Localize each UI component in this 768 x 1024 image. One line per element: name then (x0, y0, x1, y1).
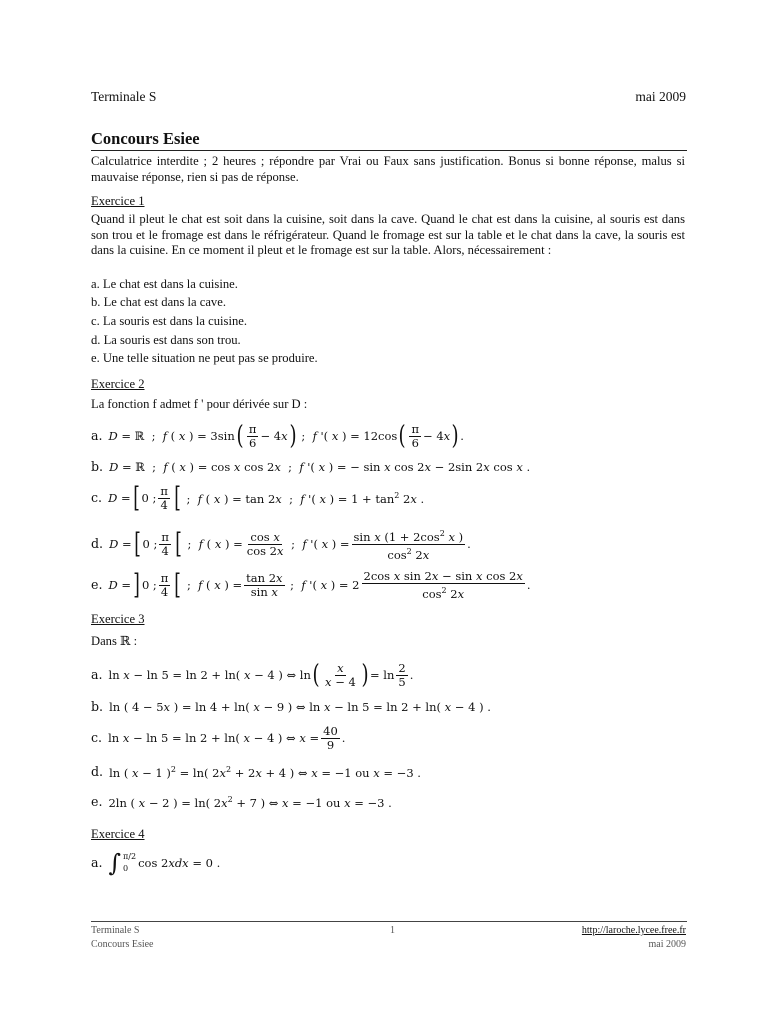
ex1-option-a: a. Le chat est dans la cuisine. (91, 277, 238, 291)
document-title: Concours Esiee (91, 129, 200, 148)
ex3-option-c: c. ln x − ln 5 = ln 2 + ln( x − 4 ) ⇔ x = $\frac{40}{9}$ . (91, 723, 346, 752)
ex3-option-e: e. 2ln ( x − 2 ) = ln( $2x^2 + 7$ ) ⇔ x = −1 ou x = −3 . (91, 794, 392, 810)
header-date: mai 2009 (635, 89, 686, 104)
exercise-3-heading: Exercice 3 (91, 612, 145, 626)
instructions: Calculatrice interdite ; 2 heures ; répondre par Vrai ou Faux sans justification. Bonus si bonne réponse, malus si mauvaise réponse, rien si pas de réponse. (91, 154, 685, 184)
exercise-4-heading: Exercice 4 (91, 827, 145, 841)
exercise-1-text: Quand il pleut le chat est soit dans la cuisine, soit dans la cave. Quand le chat est dans la cuisine, al souris est dans son trou et le fromage est dans le réfrigérateur. Quand le fromage est sur la table et le chat dans la cave, la souris est dans la cuisine. En ce moment il pleut et le fromage est sur la table. Alors, nécessairement : (91, 212, 685, 258)
page-number: 1 (390, 925, 395, 936)
exercise-2-heading: Exercice 2 (91, 377, 145, 391)
ex3-option-b: b. ln ( 4 − 5x ) = ln 4 + ln( x − 9 ) ⇔ ln x − ln 5 = ln 2 + ln( x − 4 ) . (91, 699, 491, 715)
ex3-option-a: a. ln x − ln 5 = ln 2 + ln( x − 4 ) ⇔ ln ( $\frac{x}{x - 4}$ ) = ln $\frac{2}{5}$ . (91, 660, 414, 690)
header-class: Terminale S (91, 89, 157, 104)
ex1-option-d: d. La souris est dans son trou. (91, 333, 241, 347)
ex2-option-d: d. D = [ 0 ; $\frac{\pi}{4}$ [ ; f ( x ) = $\frac{\text{cos x}}{\cos 2x}$ ; f '( x ) = $\frac{\sin x (1 + 2\cos^2 x )}{\cos^2 2x}$ . (91, 527, 471, 562)
footer-link[interactable]: http://laroche.lycee.free.fr (581, 925, 686, 936)
ex2-option-c: c. D = [ 0 ; $\frac{\pi}{4}$ [ ; f ( x ) = tan 2x ; f '( x ) = $1 + \tan^2 2x$ . (91, 481, 425, 514)
ex2-option-a: a. D = ℝ ; f ( x ) = 3sin ( $\frac{\pi}{6}$ − 4x ) ; f '( x ) = 12cos ( $\frac{\pi}{6}$ − 4x ) . (91, 421, 464, 451)
ex1-option-b: b. Le chat est dans la cave. (91, 295, 226, 309)
ex1-option-e: e. Une telle situation ne peut pas se produire. (91, 351, 318, 365)
exercise-3-intro: Dans ℝ : (91, 634, 138, 648)
ex4-option-a: a. ∫ π/2 0 cos 2xdx = 0 . (91, 849, 221, 877)
footer-date: mai 2009 (648, 939, 686, 950)
footer-rule (91, 921, 687, 922)
footer-class: Terminale S (91, 925, 140, 936)
exercise-2-intro: La fonction f admet f ' pour dérivée sur D : (91, 397, 308, 411)
ex2-option-b: b. D = ℝ ; f ( x ) = cos x cos 2x ; f '( x ) = − sin x cos 2x − 2sin 2x cos x . (91, 459, 531, 475)
ex3-option-d: d. ln ( x − 1 )$^2$ = ln( $2x^2 + 2x + 4$ ) ⇔ x = −1 ou x = −3 . (91, 764, 421, 780)
exercise-1-heading: Exercice 1 (91, 194, 145, 208)
title-rule (91, 150, 687, 151)
ex1-option-c: c. La souris est dans la cuisine. (91, 314, 247, 328)
footer-title: Concours Esiee (91, 939, 154, 950)
ex2-option-e: e. D = ] 0 ; $\frac{\pi}{4}$ [ ; f ( x ) = $\frac{\tan 2x}{\text{sin x}}$ ; f '( x ) = 2 $\frac{\text{2cos x sin 2x − sin x cos 2x}}{\cos^2 2x}$ . (91, 568, 531, 601)
